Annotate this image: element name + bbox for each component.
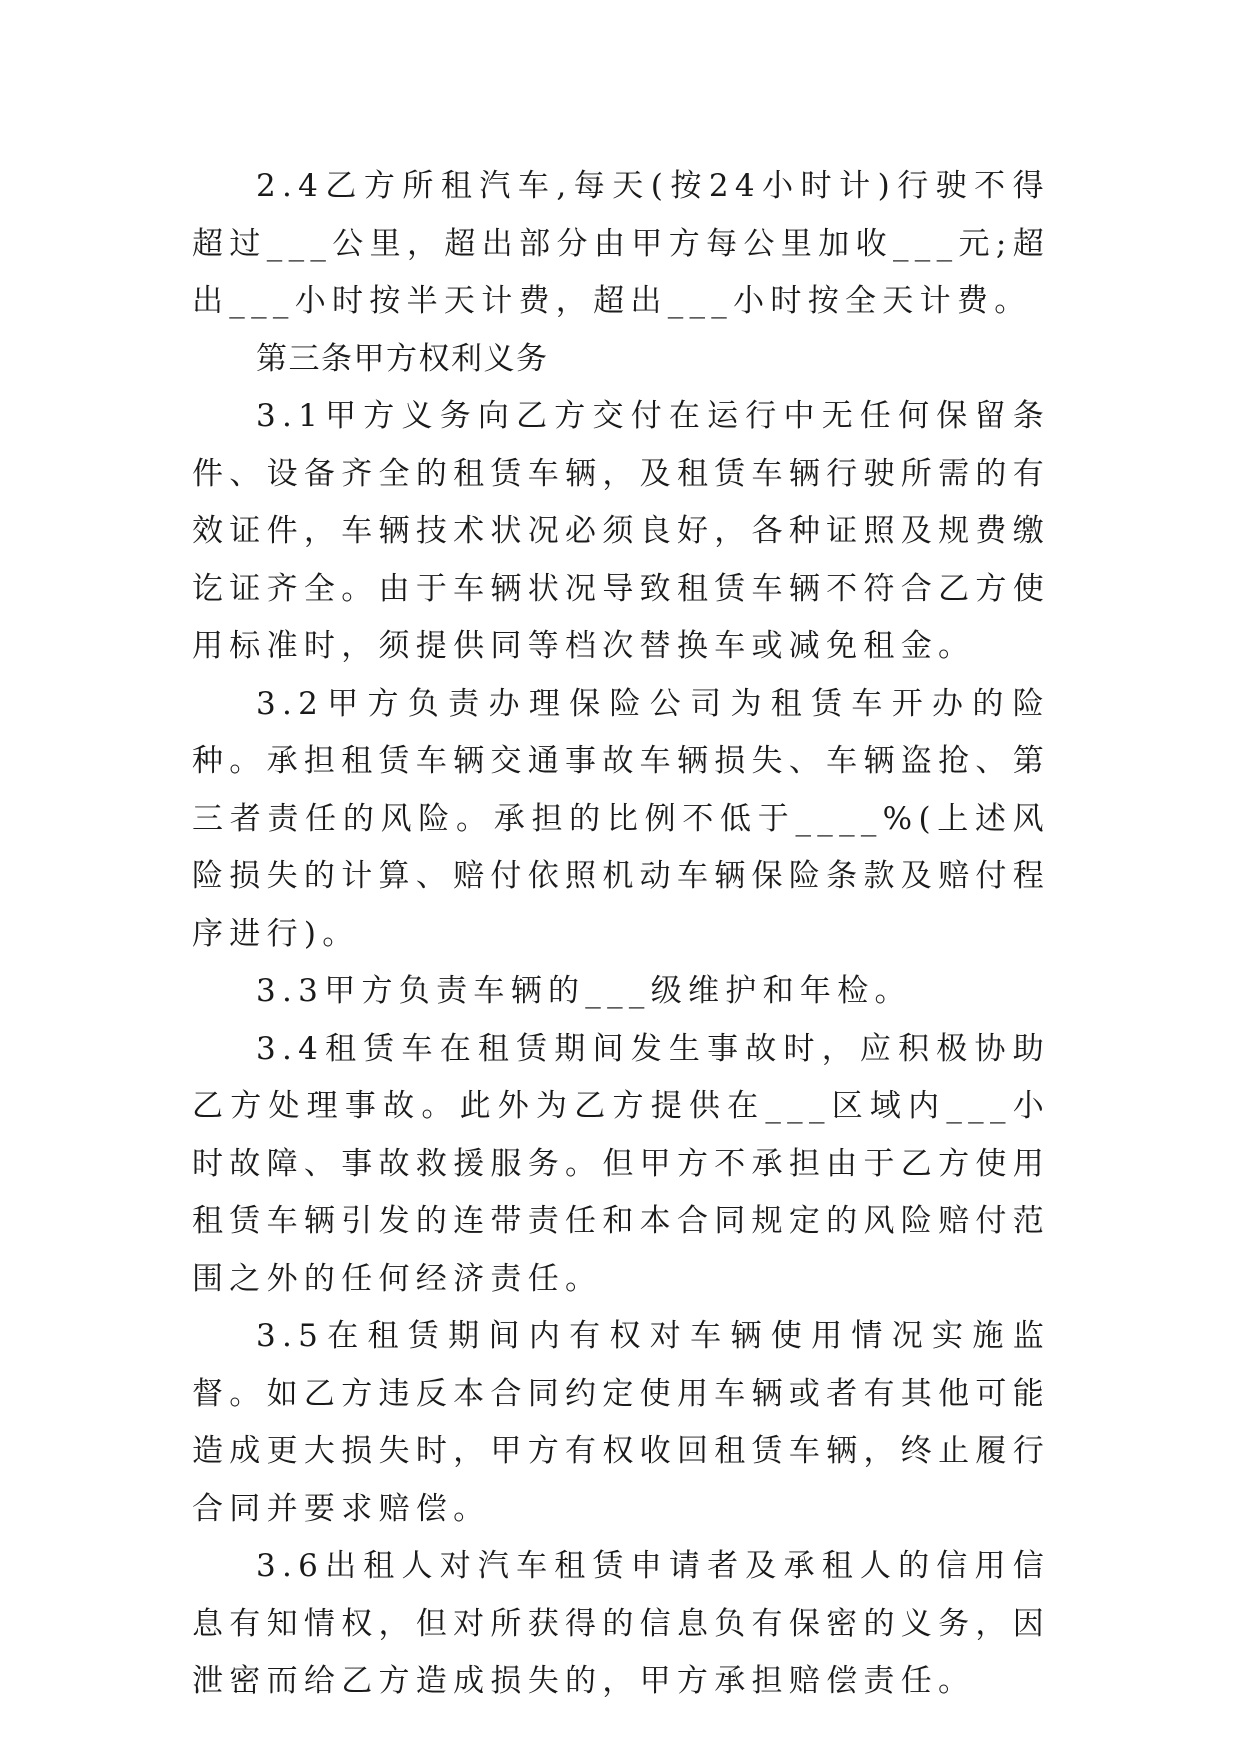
clause-3-4: 3.4租赁车在租赁期间发生事故时，应积极协助乙方处理事故。此外为乙方提供在___区域内___小时故障、事故救援服务。但甲方不承担由于乙方使用租赁车辆引发的连带责任和本合同规定的风险赔付范围之外的任何经济责任。 (192, 1030, 1050, 1297)
clause-3-5: 3.5在租赁期间内有权对车辆使用情况实施监督。如乙方违反本合同约定使用车辆或者有其他可能造成更大损失时，甲方有权收回租赁车辆，终止履行合同并要求赔偿。 (192, 1318, 1050, 1527)
clause-3-2: 3.2甲方负责办理保险公司为租赁车开办的险种。承担租赁车辆交通事故车辆损失、车辆盗抢、第三者责任的风险。承担的比例不低于____%(上述风险损失的计算、赔付依照机动车辆保险条款及赔付程序进行)。 (192, 685, 1050, 952)
clause-3-6: 3.6出租人对汽车租赁申请者及承租人的信用信息有知情权，但对所获得的信息负有保密的义务，因泄密而给乙方造成损失的，甲方承担赔偿责任。 (192, 1548, 1050, 1699)
clause-2-4: 2.4乙方所租汽车,每天(按24小时计)行驶不得超过___公里，超出部分由甲方每公里加收___元;超出___小时按半天计费，超出___小时按全天计费。 (192, 168, 1050, 319)
clause-3-1: 3.1甲方义务向乙方交付在运行中无任何保留条件、设备齐全的租赁车辆，及租赁车辆行驶所需的有效证件，车辆技术状况必须良好，各种证照及规费缴讫证齐全。由于车辆状况导致租赁车辆不符合乙方使用标准时，须提供同等档次替换车或减免租金。 (192, 398, 1050, 664)
section-heading-article-3: 第三条甲方权利义务 (256, 340, 549, 377)
clause-3-3: 3.3甲方负责车辆的___级维护和年检。 (256, 973, 912, 1009)
document-body (192, 158, 1050, 1711)
